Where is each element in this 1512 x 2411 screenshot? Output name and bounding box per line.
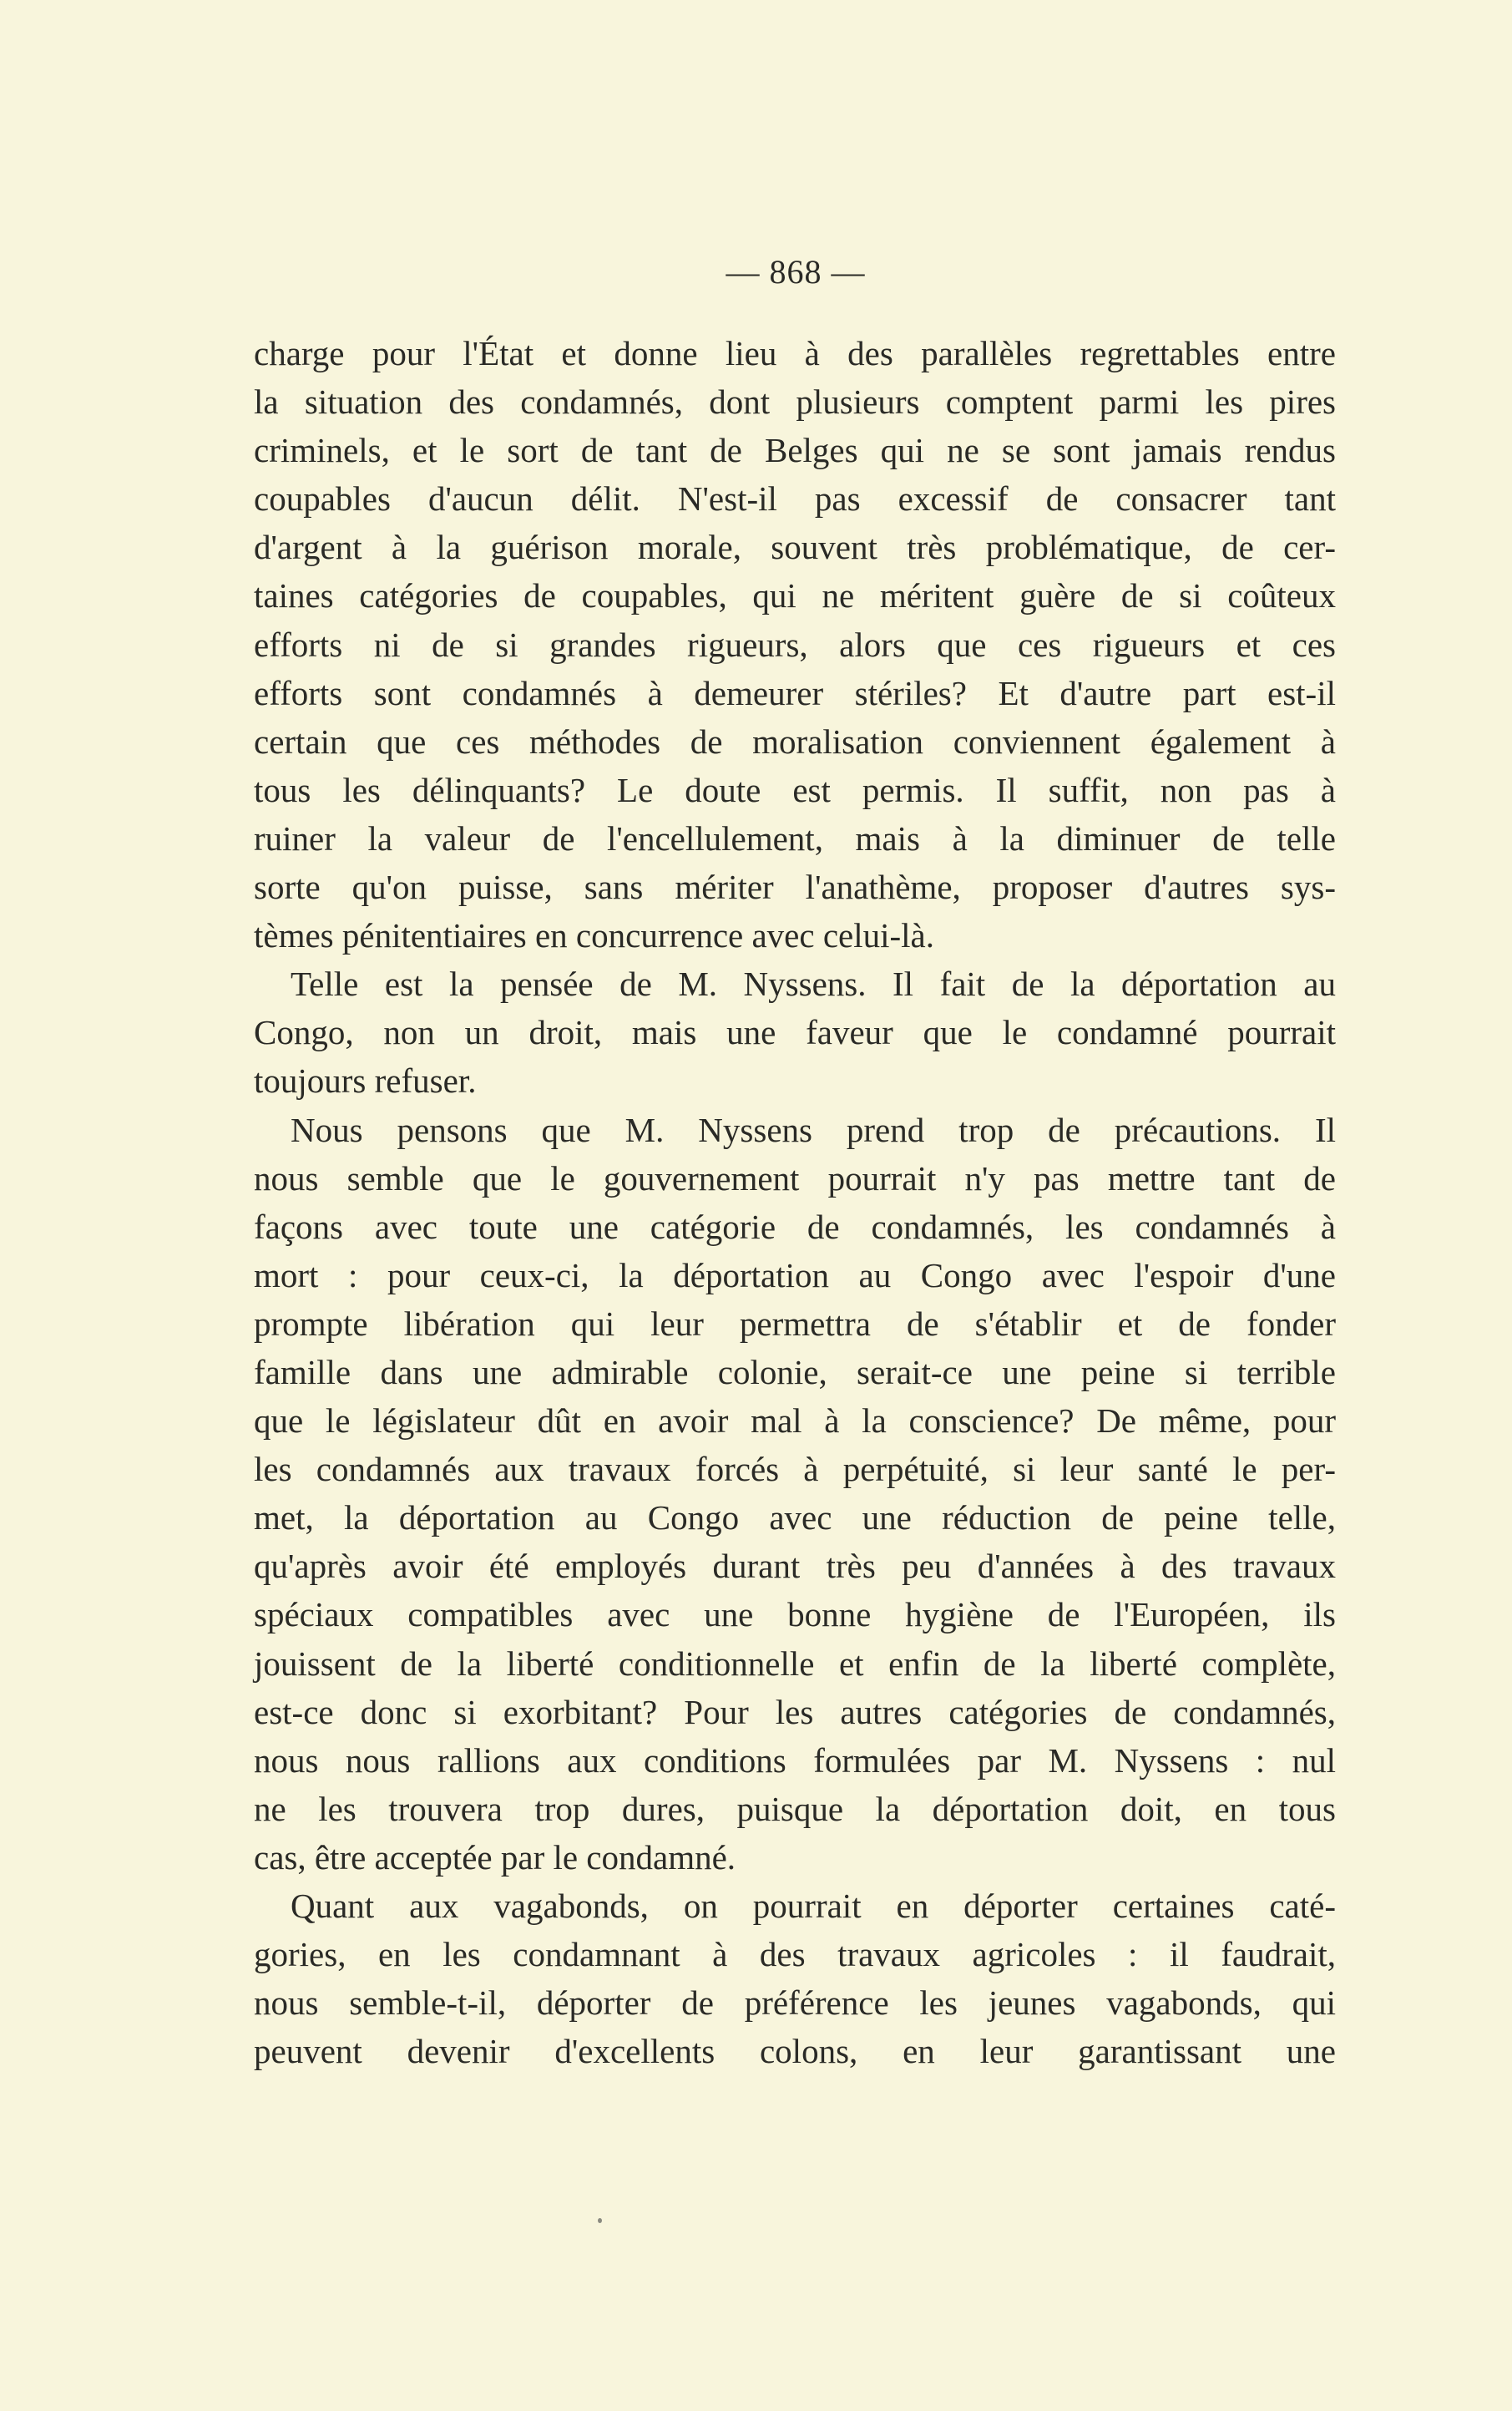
text-line: spéciaux compatibles avec une bonne hygiène de l'Européen, ils — [254, 1595, 1336, 1634]
text-line: certain que ces méthodes de moralisation conviennent également à — [254, 722, 1336, 761]
text-line: prompte libération qui leur permettra de s'établir et de fonder — [254, 1304, 1336, 1343]
text-line: la situation des condamnés, dont plusieurs comptent parmi les pires — [254, 382, 1336, 422]
text-line: gories, en les condamnant à des travaux agricoles : il faudrait, — [254, 1935, 1336, 1974]
text-line: ruiner la valeur de l'encellulement, mais à la diminuer de telle — [254, 818, 1336, 858]
text-line: sorte qu'on puisse, sans mériter l'anathème, proposer d'autres sys- — [254, 868, 1336, 907]
paragraph — [254, 1106, 1336, 1882]
scan-speck — [598, 2218, 602, 2223]
text-line: criminels, et le sort de tant de Belges qui ne se sont jamais rendus — [254, 431, 1336, 470]
text-line: qu'après avoir été employés durant très peu d'années à des travaux — [254, 1547, 1336, 1586]
text-line: jouissent de la liberté conditionnelle et enfin de la liberté complète, — [254, 1644, 1336, 1683]
text-line: nous nous rallions aux conditions formulées par M. Nyssens : nul — [254, 1740, 1336, 1780]
paragraph — [254, 329, 1336, 960]
text-line: les condamnés aux travaux forcés à perpétuité, si leur santé le per- — [254, 1450, 1336, 1489]
text-line: Telle est la pensée de M. Nyssens. Il fait de la déportation au — [291, 965, 1336, 1004]
text-line: famille dans une admirable colonie, serait-ce une peine si terrible — [254, 1352, 1336, 1391]
text-line: coupables d'aucun délit. N'est-il pas excessif de consacrer tant — [254, 479, 1336, 519]
text-line: toujours refuser. — [254, 1061, 477, 1101]
body-text — [254, 329, 1336, 2075]
text-line: est-ce donc si exorbitant? Pour les autres catégories de condamnés, — [254, 1692, 1336, 1731]
text-line: façons avec toute une catégorie de condamnés, les condamnés à — [254, 1207, 1336, 1246]
text-line: Congo, non un droit, mais une faveur que le condamné pourrait — [254, 1013, 1336, 1052]
paragraph — [254, 1882, 1336, 2075]
page-number: — 868 — — [726, 253, 866, 291]
text-line: mort : pour ceux-ci, la déportation au Congo avec l'espoir d'une — [254, 1255, 1336, 1294]
text-line: que le législateur dût en avoir mal à la conscience? De même, pour — [254, 1401, 1336, 1441]
text-line: taines catégories de coupables, qui ne méritent guère de si coûteux — [254, 576, 1336, 615]
text-line: tèmes pénitentiaires en concurrence avec celui-là. — [254, 916, 934, 955]
text-line: Quant aux vagabonds, on pourrait en déporter certaines caté- — [291, 1887, 1336, 1925]
text-line: tous les délinquants? Le doute est permis. Il suffit, non pas à — [254, 770, 1336, 809]
text-line: cas, être acceptée par le condamné. — [254, 1837, 736, 1877]
paragraph — [254, 960, 1336, 1105]
text-line: nous semble que le gouvernement pourrait n'y pas mettre tant de — [254, 1158, 1336, 1198]
text-line: ne les trouvera trop dures, puisque la déportation doit, en tous — [254, 1789, 1336, 1828]
text-line: charge pour l'État et donne lieu à des parallèles regrettables entre — [254, 334, 1336, 372]
text-line: efforts sont condamnés à demeurer stériles? Et d'autre part est-il — [254, 673, 1336, 712]
text-line: peuvent devenir d'excellents colons, en leur garantissant une — [254, 2032, 1336, 2071]
text-line: met, la déportation au Congo avec une réduction de peine telle, — [254, 1498, 1336, 1537]
text-line: Nous pensons que M. Nyssens prend trop de précautions. Il — [291, 1110, 1336, 1149]
text-line: efforts ni de si grandes rigueurs, alors que ces rigueurs et ces — [254, 625, 1336, 664]
text-line: d'argent à la guérison morale, souvent très problématique, de cer- — [254, 528, 1336, 567]
text-line: nous semble-t-il, déporter de préférence les jeunes vagabonds, qui — [254, 1983, 1336, 2023]
